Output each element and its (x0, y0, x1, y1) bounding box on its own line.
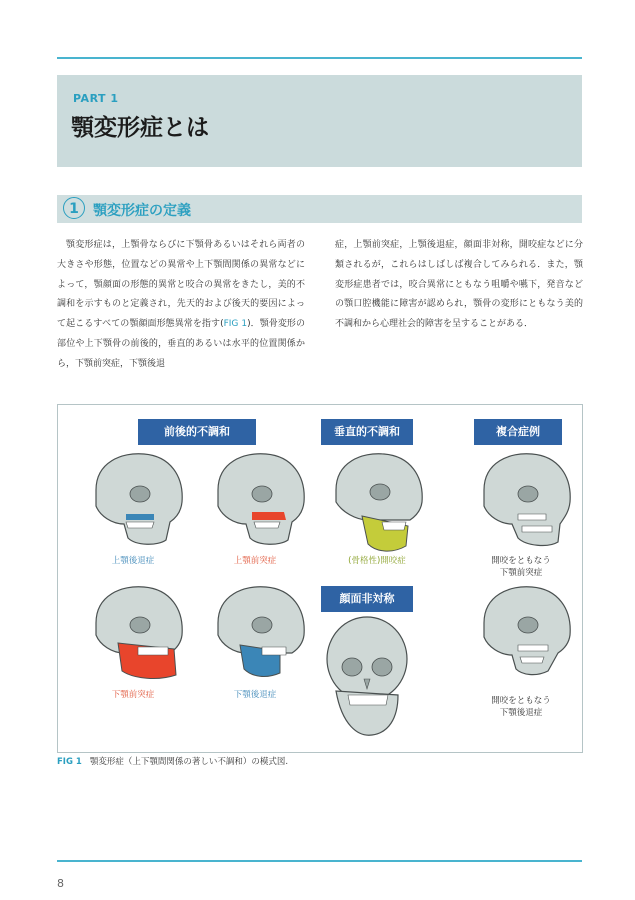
label-line-1: 開咬をともなう (491, 556, 551, 566)
body-column-right (335, 236, 583, 335)
label-line-2: 下顎前突症 (499, 568, 543, 578)
body-text-3: 症，上顎前突症，上顎後退症，顔面非対称，開咬症などに分類されるが，これらはしばしば複合してみられる．また，顎変形症患者では，咬合異常にともなう咀嚼や嚥下，発音などの顎口腔機能に障害が認められ，顎骨の変形にともなう美的不調和から心理社会的障害を呈することがある． (335, 240, 583, 330)
figure-1 (57, 404, 583, 753)
skull-mandibular-retrusion-icon (200, 583, 310, 683)
skull-maxillary-protrusion-icon (200, 450, 310, 550)
category-facial-asymmetry: 顔面非対称 (321, 586, 413, 612)
caption-text: 顎変形症（上下顎間関係の著しい不調和）の模式図. (89, 757, 289, 767)
skull-openbite-mandibular-protrusion-icon (466, 450, 576, 550)
label-openbite-mandibular-retrusion (466, 695, 576, 719)
body-text-1: 顎変形症は，上顎骨ならびに下顎骨あるいはそれら両者の大きさや形態，位置などの異常や上下顎間関係の異常などによって，顎顔面の形態的異常と咬合の異常をきたし，美的不調和を示すものと定義され，先天的および後天的要因によって起こるすべての顎顔面形態異常を指す( (57, 240, 305, 330)
label-openbite: (骨格性)開咬症 (348, 556, 406, 566)
label-openbite-mandibular-protrusion (466, 555, 576, 579)
page-number: 8 (57, 877, 64, 890)
top-rule (57, 57, 582, 59)
section-title: 顎変形症の定義 (93, 203, 191, 219)
caption-label: FIG 1 (57, 757, 82, 767)
label-maxillary-retrusion: 上顎後退症 (111, 556, 155, 566)
skull-mandibular-protrusion-icon (78, 583, 193, 683)
label-line-2: 下顎後退症 (499, 708, 543, 718)
skull-frontal-asymmetry-icon (322, 615, 412, 745)
category-complex-case: 複合症例 (474, 419, 562, 445)
skull-maxillary-retrusion-icon (78, 450, 188, 550)
label-mandibular-retrusion: 下顎後退症 (233, 690, 277, 700)
label-mandibular-protrusion: 下顎前突症 (111, 690, 155, 700)
category-vertical-discrepancy: 垂直的不調和 (321, 419, 413, 445)
chapter-title: 顎変形症とは (71, 115, 209, 141)
skull-openbite-icon (322, 450, 432, 560)
skull-openbite-mandibular-retrusion-icon (466, 583, 576, 683)
body-text-2: )．顎骨変形の部位や上下顎骨の前後的，垂直的あるいは水平的位置関係から，下顎前突症，下顎後退 (57, 319, 305, 369)
category-ap-discrepancy: 前後的不調和 (138, 419, 256, 445)
label-line-1: 開咬をともなう (491, 696, 551, 706)
chapter-header (57, 75, 582, 167)
part-label: PART 1 (73, 92, 119, 105)
label-maxillary-protrusion: 上顎前突症 (233, 556, 277, 566)
section-number-icon: 1 (63, 197, 85, 219)
figure-caption (57, 755, 288, 767)
section-header (57, 195, 582, 223)
bottom-rule (57, 860, 582, 862)
fig-reference-link[interactable]: FIG 1 (223, 319, 248, 330)
body-column-left (57, 236, 305, 375)
